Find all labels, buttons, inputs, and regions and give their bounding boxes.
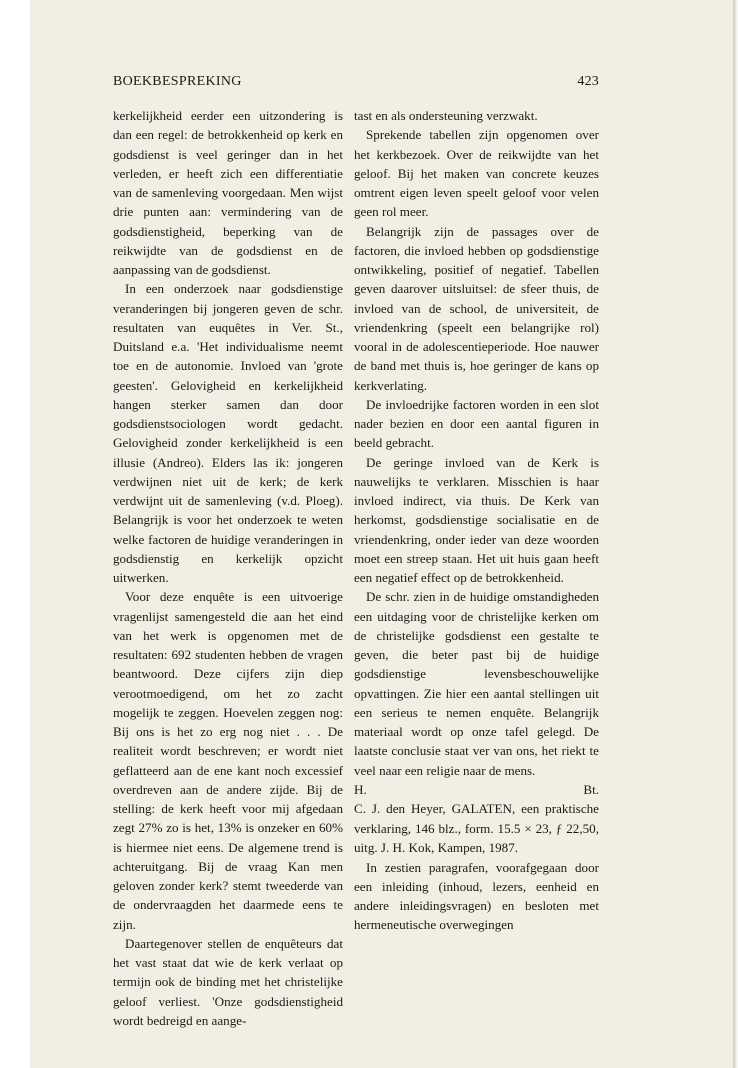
left-column [113, 106, 343, 1030]
bibliographic-entry: C. J. den Heyer, GALATEN, een praktische verklaring, 146 blz., form. 15.5 × 23, ƒ 22,50, uitg. J. H. Kok, Kampen, 1987. [354, 801, 599, 855]
review-signature [354, 780, 599, 799]
paragraph: Voor deze enquête is een uitvoerige vragenlijst samengesteld die aan het eind van het werk is opgenomen met de resultaten: 692 studenten hebben de vragen beantwoord. Deze cijfers zijn diep verootmoedigend, om het zo zacht mogelijk te zeggen. Hoevelen zeggen nog: Bij ons is het zo erg nog niet . . . De realiteit wordt beschreven; er wordt niet geflatteerd aan de ene kant noch excessief overdreven aan de andere zijde. Bij de stelling: de kerk heeft voor mij afgedaan zegt 27% zo is het, 13% is onzeker en 60% is hiermee niet eens. De algemene trend is achteruitgang. Bij de vraag Kan men geloven zonder kerk? stemt tweederde van de ondervraagden het daarmede eens te zijn. [113, 589, 343, 932]
signature-initial: H. [354, 781, 367, 797]
paragraph: De schr. zien in de huidige omstandigheden een uitdaging voor de christelijke kerken om de christelijke godsdienst een gestalte te geven, die beter past bij de huidige godsdienstige levensbeschouwelijke opvattingen. Zie hier een aantal stellingen uit een serieus te nemen enquête. Belangrijk materiaal wordt op onze tafel gelegd. De laatste conclusie staat ver van ons, het riekt te veel naar een religie naar de mens. [354, 589, 599, 778]
page-number: 423 [577, 74, 599, 89]
paragraph: De geringe invloed van de Kerk is nauwelijks te verklaren. Misschien is haar invloed indirect, via thuis. De Kerk van herkomst, godsdienstige socialisatie en de vriendenkring, onder ieder van deze woorden moet een streep staan. Het uit huis gaan heeft een negatief effect op de betrokkenheid. [354, 454, 599, 585]
right-column [354, 106, 599, 935]
paragraph: In een onderzoek naar godsdienstige veranderingen bij jongeren geven de schr. resultaten van euquêtes in Ver. St., Duitsland e.a. 'Het individualisme neemt toe en de autonomie. Invloed van 'grote geesten'. Gelovigheid en kerkelijkheid hangen sterker samen dan door godsdienstsociologen wordt gedacht. Gelovigheid zonder kerkelijkheid is een illusie (Andreo). Elders las ik: jongeren verdwijnen niet uit de kerk; de kerk verdwijnt uit de samenleving (v.d. Ploeg). Belangrijk is voor het onderzoek te weten welke factoren de huidige veranderingen in godsdienstig en kerkelijk opzicht uitwerken. [113, 281, 343, 585]
paragraph: Sprekende tabellen zijn opgenomen over het kerkbezoek. Over de reikwijdte van het geloof. Bij het maken van concrete keuzes omtrent eigen leven speelt geloof voor velen geen rol meer. [354, 127, 599, 220]
paragraph: In zestien paragrafen, voorafgegaan door een inleiding (inhoud, lezers, eenheid en andere inleidingsvragen) en besloten met hermeneutische overwegingen [354, 859, 599, 933]
section-title: BOEKBESPREKING [113, 74, 242, 89]
page-edge [733, 0, 738, 1068]
paragraph: Daartegenover stellen de enquêteurs dat het vast staat dat wie de kerk verlaat op termijn ook de binding met het christelijke geloof verliest. 'Onze godsdienstigheid wordt bedreigd en aange- [113, 935, 343, 1028]
paragraph: tast en als ondersteuning verzwakt. [354, 108, 538, 123]
signature-author: Bt. [583, 781, 599, 797]
paragraph: De invloedrijke factoren worden in een slot nader bezien en door een aantal figuren in beeld gebracht. [354, 396, 599, 451]
paragraph: Belangrijk zijn de passages over de factoren, die invloed hebben op godsdienstige ontwikkeling, positief of negatief. Tabellen geven daarover uitsluitsel: de sfeer thuis, de invloed van de school, de universiteit, de vriendenkring (speelt een belangrijke rol) vooral in de adolescentieperiode. Hoe nauwer de band met thuis is, hoe geringer de kans op kerkverlating. [354, 223, 599, 393]
paragraph: kerkelijkheid eerder een uitzondering is dan een regel: de betrokkenheid op kerk en godsdienst is veel geringer dan in het verleden, er heeft zich een differentiatie van de samenleving voorgedaan. Men wijst drie punten aan: vermindering van de godsdienstigheid, beperking van de reikwijdte van de godsdienst en de aanpassing van de godsdienst. [113, 108, 343, 277]
